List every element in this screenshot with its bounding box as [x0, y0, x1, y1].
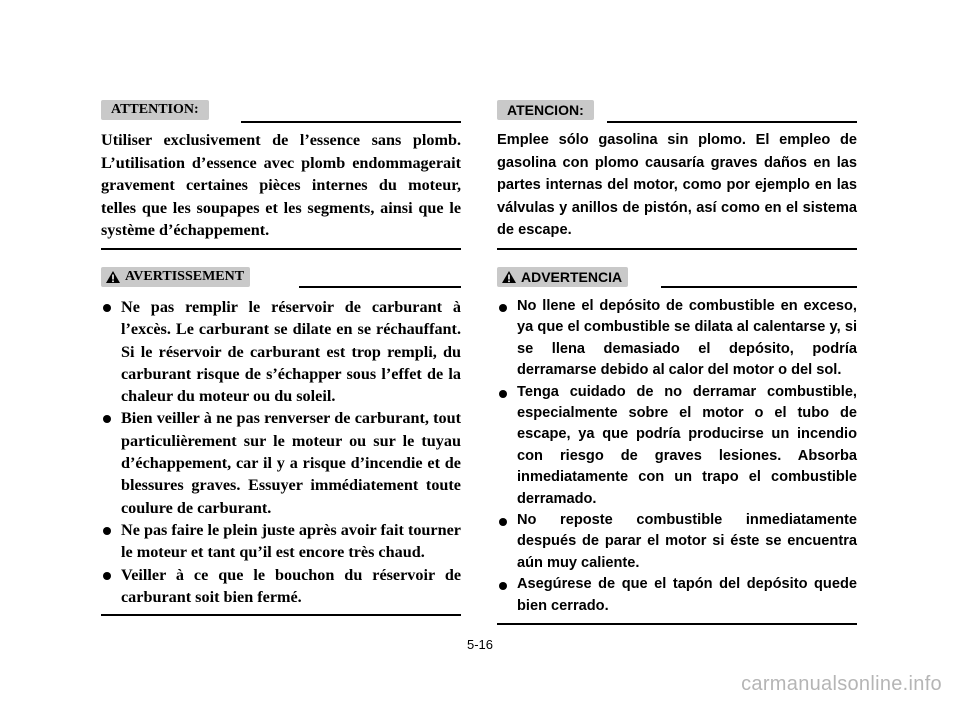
bullet-dot-icon [103, 572, 111, 580]
warning-triangle-icon [501, 270, 517, 284]
attention-label-es: ATENCION: [497, 100, 594, 120]
attention-text-fr: Utiliser exclusivement de l’essence sans plomb. L’utilisation d’essence avec plomb endommagerait gravement certaines pièces internes du moteur, telles que les soupapes et les segments, ainsi que le système d’échappement. [101, 131, 461, 240]
attention-label-fr: ATTENTION: [101, 100, 209, 120]
attention-rule-es [607, 121, 857, 123]
spanish-column [497, 95, 857, 625]
list-item: Veiller à ce que le bouchon du réservoir de carburant soit bien fermé. [101, 564, 461, 609]
warning-label-fr: AVERTISSEMENT [125, 268, 245, 284]
warning-rule-fr [299, 286, 461, 288]
bullet-dot-icon [499, 582, 507, 590]
warning-triangle-icon [105, 270, 121, 284]
list-item: Ne pas faire le plein juste après avoir fait tourner le moteur et tant qu’il est encore très chaud. [101, 519, 461, 564]
bullet-dot-icon [103, 527, 111, 535]
bullet-dot-icon [499, 304, 507, 312]
warning-label-es: ADVERTENCIA [521, 268, 623, 285]
bullet-dot-icon [499, 518, 507, 526]
attention-separator-fr [101, 248, 461, 250]
list-item: Bien veiller à ne pas renverser de carburant, tout particulièrement sur le moteur ou sur le tuyau d’échappement, car il y a risque d’incendie et de blessures graves. Essuyer immédiatement toute coulure de carburant. [101, 407, 461, 518]
bullet-dot-icon [499, 390, 507, 398]
attention-header-fr [101, 95, 461, 125]
french-column [101, 95, 461, 616]
list-item: No reposte combustible inmediatamente después de parar el motor si éste se encuentra aún muy caliente. [497, 510, 857, 574]
attention-text-es: Emplee sólo gasolina sin plomo. El empleo de gasolina con plomo causaría graves daños en las partes internas del motor, como por ejemplo en las válvulas y anillos de pistón, así como en el sistema de escape. [497, 132, 857, 239]
list-item: Tenga cuidado de no derramar combustible, especialmente sobre el motor o el tubo de escape, ya que podría producirse un incendio con riesgo de graves lesiones. Absorba inmediatamente con un trapo el combustible derramado. [497, 382, 857, 510]
attention-header-es [497, 95, 857, 125]
bullet-dot-icon [103, 304, 111, 312]
attention-rule-fr [241, 121, 461, 123]
warning-list-es [497, 296, 857, 617]
warning-header-es [497, 264, 857, 292]
list-item: Asegúrese de que el tapón del depósito quede bien cerrado. [497, 574, 857, 617]
warning-header-fr [101, 264, 461, 292]
attention-separator-es [497, 248, 857, 250]
warning-badge-fr [101, 267, 250, 287]
warning-rule-es [661, 286, 857, 288]
warning-separator-fr [101, 614, 461, 616]
watermark: carmanualsonline.info [741, 673, 942, 695]
list-item: No llene el depósito de combustible en exceso, ya que el combustible se dilata al calentarse y, si se llena demasiado el depósito, podría derramarse debido al calor del motor o del sol. [497, 296, 857, 382]
warning-badge-es [497, 267, 628, 287]
warning-separator-es [497, 623, 857, 625]
page-number: 5-16 [466, 637, 494, 652]
list-item: Ne pas remplir le réservoir de carburant à l’excès. Le carburant se dilate en se réchauffant. Si le réservoir de carburant est trop rempli, du carburant risque de s’échapper sous l’effet de la chaleur du moteur ou du soleil. [101, 296, 461, 407]
warning-list-fr [101, 296, 461, 608]
bullet-dot-icon [103, 415, 111, 423]
